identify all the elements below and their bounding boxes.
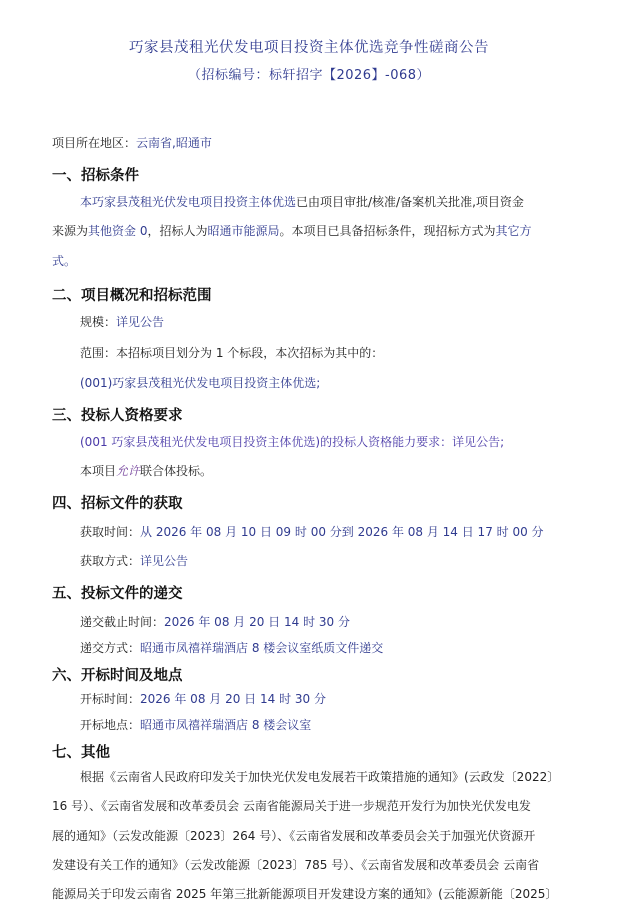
scale-line: [80, 314, 164, 330]
other-line-5: 能源局关于印发云南省 2025 年第三批新能源项目开发建设方案的通知》(云能源新能〔2025〕: [52, 887, 558, 901]
fund-source-label: 来源为: [52, 224, 89, 238]
doc-time-value: 从 2026 年 08 月 10 日 09 时 00 分到 2026 年 08 月 14 日 17 时 00 分: [140, 525, 544, 539]
tender-number: （招标编号：标轩招字【2026】-068）: [187, 68, 431, 83]
page-title: 巧家县茂租光伏发电项目投资主体优选竞争性磋商公告: [129, 40, 489, 56]
lot-item: (001)巧家县茂租光伏发电项目投资主体优选;: [80, 376, 321, 390]
joint-bid-line: [80, 463, 212, 479]
submission-method-value: 昭通市凤禧祥瑞酒店 8 楼会议室纸质文件递交: [140, 641, 384, 655]
opening-time-label: 开标时间：: [80, 692, 141, 706]
opening-time-line: [80, 691, 326, 707]
deadline-line: [80, 614, 350, 630]
conditions-line-2: [52, 223, 532, 239]
conditions-line-3: 式。: [52, 254, 77, 268]
doc-time-line: [80, 524, 544, 540]
doc-way-label: 获取方式：: [80, 554, 141, 568]
tenderer-label: ，招标人为: [147, 224, 208, 238]
opening-time-value: 2026 年 08 月 20 日 14 时 30 分: [140, 692, 326, 706]
project-region: [52, 135, 212, 151]
tenderer-value: 昭通市能源局: [207, 224, 280, 238]
joint-bid-allowed: 允许: [116, 464, 141, 478]
project-name: 本巧家县茂租光伏发电项目投资主体优选: [80, 195, 297, 209]
section-heading-submission: 五、投标文件的递交: [52, 586, 183, 602]
region-label: 项目所在地区：: [52, 136, 137, 150]
doc-time-label: 获取时间：: [80, 525, 141, 539]
submission-method-line: [80, 640, 383, 656]
section-heading-documents: 四、招标文件的获取: [52, 496, 183, 512]
opening-place-value: 昭通市凤禧祥瑞酒店 8 楼会议室: [140, 718, 312, 732]
method-value: 其它方: [495, 224, 532, 238]
region-value: 云南省,昭通市: [136, 136, 212, 150]
other-line-1: 根据《云南省人民政府印发关于加快光伏发电发展若干政策措施的通知》(云政发〔2022〕: [80, 770, 560, 784]
method-label: 。本项目已具备招标条件，现招标方式为: [279, 224, 496, 238]
doc-way-value: 详见公告: [140, 554, 189, 568]
submission-method-label: 递交方式：: [80, 641, 141, 655]
opening-place-label: 开标地点：: [80, 718, 141, 732]
fund-source-value: 其他资金 0: [88, 224, 148, 238]
other-line-2: 16 号）、《云南省发展和改革委员会 云南省能源局关于进一步规范开发行为加快光伏发电发: [52, 799, 531, 813]
section-heading-qualification: 三、投标人资格要求: [52, 408, 183, 424]
deadline-label: 递交截止时间：: [80, 615, 165, 629]
other-line-4: 发建设有关工作的通知》（云发改能源〔2023〕785 号）、《云南省发展和改革委员会 云南省: [52, 858, 540, 872]
qualification-requirement: (001 巧家县茂租光伏发电项目投资主体优选)的投标人资格能力要求：详见公告;: [80, 435, 505, 449]
scope-line: 范围：本招标项目划分为 1 个标段，本次招标为其中的：: [80, 346, 384, 360]
section-heading-other: 七、其他: [52, 745, 110, 761]
deadline-value: 2026 年 08 月 20 日 14 时 30 分: [164, 615, 350, 629]
section-heading-conditions: 一、招标条件: [52, 168, 139, 184]
section-heading-opening: 六、开标时间及地点: [52, 668, 183, 684]
doc-way-line: [80, 553, 188, 569]
other-line-3: 展的通知》（云发改能源〔2023〕264 号）、《云南省发展和改革委员会关于加强光伏资源开: [52, 829, 536, 843]
section-heading-overview: 二、项目概况和招标范围: [52, 288, 212, 304]
joint-bid-prefix: 本项目: [80, 464, 117, 478]
opening-place-line: [80, 717, 311, 733]
approval-text: 已由项目审批/核准/备案机关批准,项目资金: [296, 195, 524, 209]
conditions-line-1: [80, 194, 524, 210]
scale-value: 详见公告: [116, 315, 165, 329]
joint-bid-suffix: 联合体投标。: [140, 464, 213, 478]
scale-label: 规模：: [80, 315, 117, 329]
